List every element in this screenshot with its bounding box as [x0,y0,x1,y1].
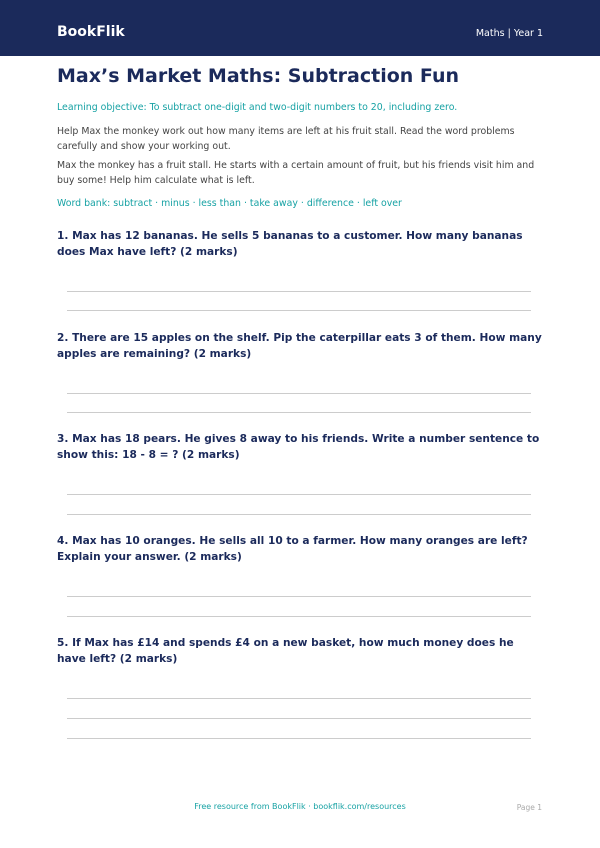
question-5: 5. If Max has £14 and spends £4 on a new basket, how much money does he have left? (2 marks) [57,637,514,665]
answer-line[interactable] [67,412,531,413]
question-2: 2. There are 15 apples on the shelf. Pip the caterpillar eats 3 of them. How many apples are remaining? (2 marks) [57,332,542,360]
page-title: Max’s Market Maths: Subtraction Fun [57,65,460,87]
story-intro-text: Max the monkey has a fruit stall. He starts with a certain amount of fruit, but his friends visit him and buy some! Help him calculate what is left. [57,160,535,186]
answer-line[interactable] [67,596,531,597]
subject-year-label: Maths | Year 1 [475,28,543,39]
answer-line[interactable] [67,393,531,394]
question-1: 1. Max has 12 bananas. He sells 5 bananas to a customer. How many bananas does Max have left? (2 marks) [57,230,523,258]
answer-line[interactable] [67,310,531,311]
word-bank: Word bank: subtract · minus · less than · take away · difference · left over [57,198,402,209]
footer-resource-link[interactable]: Free resource from BookFlik · bookflik.com/resources [194,802,406,811]
answer-line[interactable] [67,718,531,719]
header-bar [0,0,600,56]
instructions-text: Help Max the monkey work out how many items are left at his fruit stall. Read the word problems carefully and show your working out. [57,126,515,152]
answer-line[interactable] [67,698,531,699]
answer-line[interactable] [67,291,531,292]
brand-logo[interactable]: BookFlik [57,24,125,40]
learning-objective: Learning objective: To subtract one-digit and two-digit numbers to 20, including zero. [57,102,458,113]
answer-line[interactable] [67,494,531,495]
answer-line[interactable] [67,514,531,515]
question-3: 3. Max has 18 pears. He gives 8 away to his friends. Write a number sentence to show this: 18 - 8 = ? (2 marks) [57,433,540,461]
page-number: Page 1 [516,803,542,812]
question-4: 4. Max has 10 oranges. He sells all 10 to a farmer. How many oranges are left? Explain your answer. (2 marks) [57,535,528,563]
answer-line[interactable] [67,738,531,739]
answer-line[interactable] [67,616,531,617]
